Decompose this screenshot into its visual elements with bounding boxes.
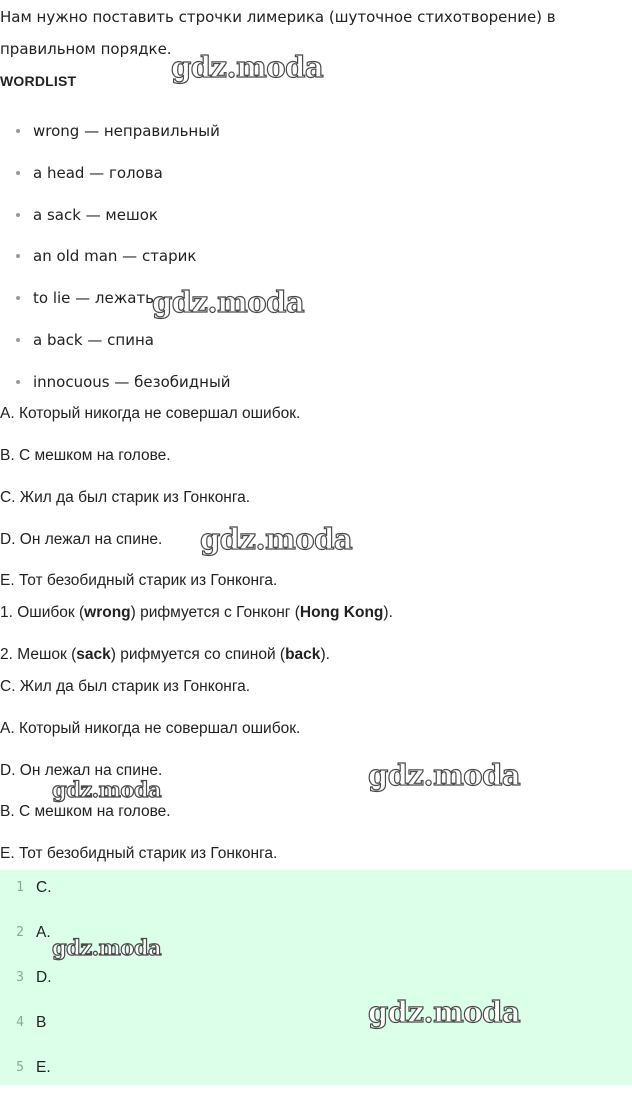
line-d: D. Он лежал на спине. <box>0 531 163 548</box>
wordlist-item: a back — спина <box>0 321 231 363</box>
note-2: 2. Мешок (sack) рифмуется со спиной (back). <box>0 646 330 663</box>
answer-text: E. <box>36 1059 51 1076</box>
line-b: B. С мешком на голове. <box>0 447 171 464</box>
answer-block <box>0 870 632 1085</box>
wordlist <box>0 112 231 405</box>
watermark: gdz.moda <box>171 50 324 84</box>
answer-number: 5 <box>16 1060 24 1075</box>
bullet-icon <box>16 171 20 175</box>
bullet-icon <box>16 254 20 258</box>
watermark: gdz.moda <box>152 285 305 319</box>
line-c: C. Жил да был старик из Гонконга. <box>0 489 251 506</box>
note-1: 1. Ошибок (wrong) рифмуется с Гонконг (Hong Kong). <box>0 604 393 621</box>
wordlist-item: an old man — старик <box>0 237 231 279</box>
line-e: E. Тот безобидный старик из Гонконга. <box>0 572 278 589</box>
answer-text: B <box>36 1014 47 1031</box>
wordlist-item: a sack — мешок <box>0 196 231 238</box>
ordered-line-c: C. Жил да был старик из Гонконга. <box>0 678 251 695</box>
watermark: gdz.moda <box>200 522 353 556</box>
watermark: gdz.moda <box>52 935 162 960</box>
intro-line-2: правильном порядке. <box>0 40 172 58</box>
bullet-icon <box>16 296 20 300</box>
bullet-icon <box>16 380 20 384</box>
answer-text: A. <box>36 924 51 941</box>
bullet-icon <box>16 213 20 217</box>
answer-number: 2 <box>16 925 24 940</box>
line-a: A. Который никогда не совершал ошибок. <box>0 405 301 422</box>
wordlist-item: wrong — неправильный <box>0 112 231 154</box>
answer-number: 4 <box>16 1015 24 1030</box>
answer-text: D. <box>36 969 52 986</box>
ordered-line-a: A. Который никогда не совершал ошибок. <box>0 720 301 737</box>
bullet-icon <box>16 129 20 133</box>
wordlist-item: innocuous — безобидный <box>0 363 231 405</box>
watermark: gdz.moda <box>368 758 521 792</box>
answer-number: 1 <box>16 880 24 895</box>
ordered-line-d: D. Он лежал на спине. <box>0 762 163 779</box>
ordered-line-b: B. С мешком на голове. <box>0 803 171 820</box>
intro-line-1: Нам нужно поставить строчки лимерика (шуточное стихотворение) в <box>0 8 556 26</box>
ordered-line-e: E. Тот безобидный старик из Гонконга. <box>0 845 278 862</box>
bullet-icon <box>16 338 20 342</box>
wordlist-heading: WORDLIST <box>0 73 77 89</box>
answer-text: C. <box>36 879 52 896</box>
watermark: gdz.moda <box>368 995 521 1029</box>
wordlist-item: to lie — лежать <box>0 279 231 321</box>
answer-number: 3 <box>16 970 24 985</box>
wordlist-item: a head — голова <box>0 154 231 196</box>
watermark: gdz.moda <box>52 777 162 802</box>
